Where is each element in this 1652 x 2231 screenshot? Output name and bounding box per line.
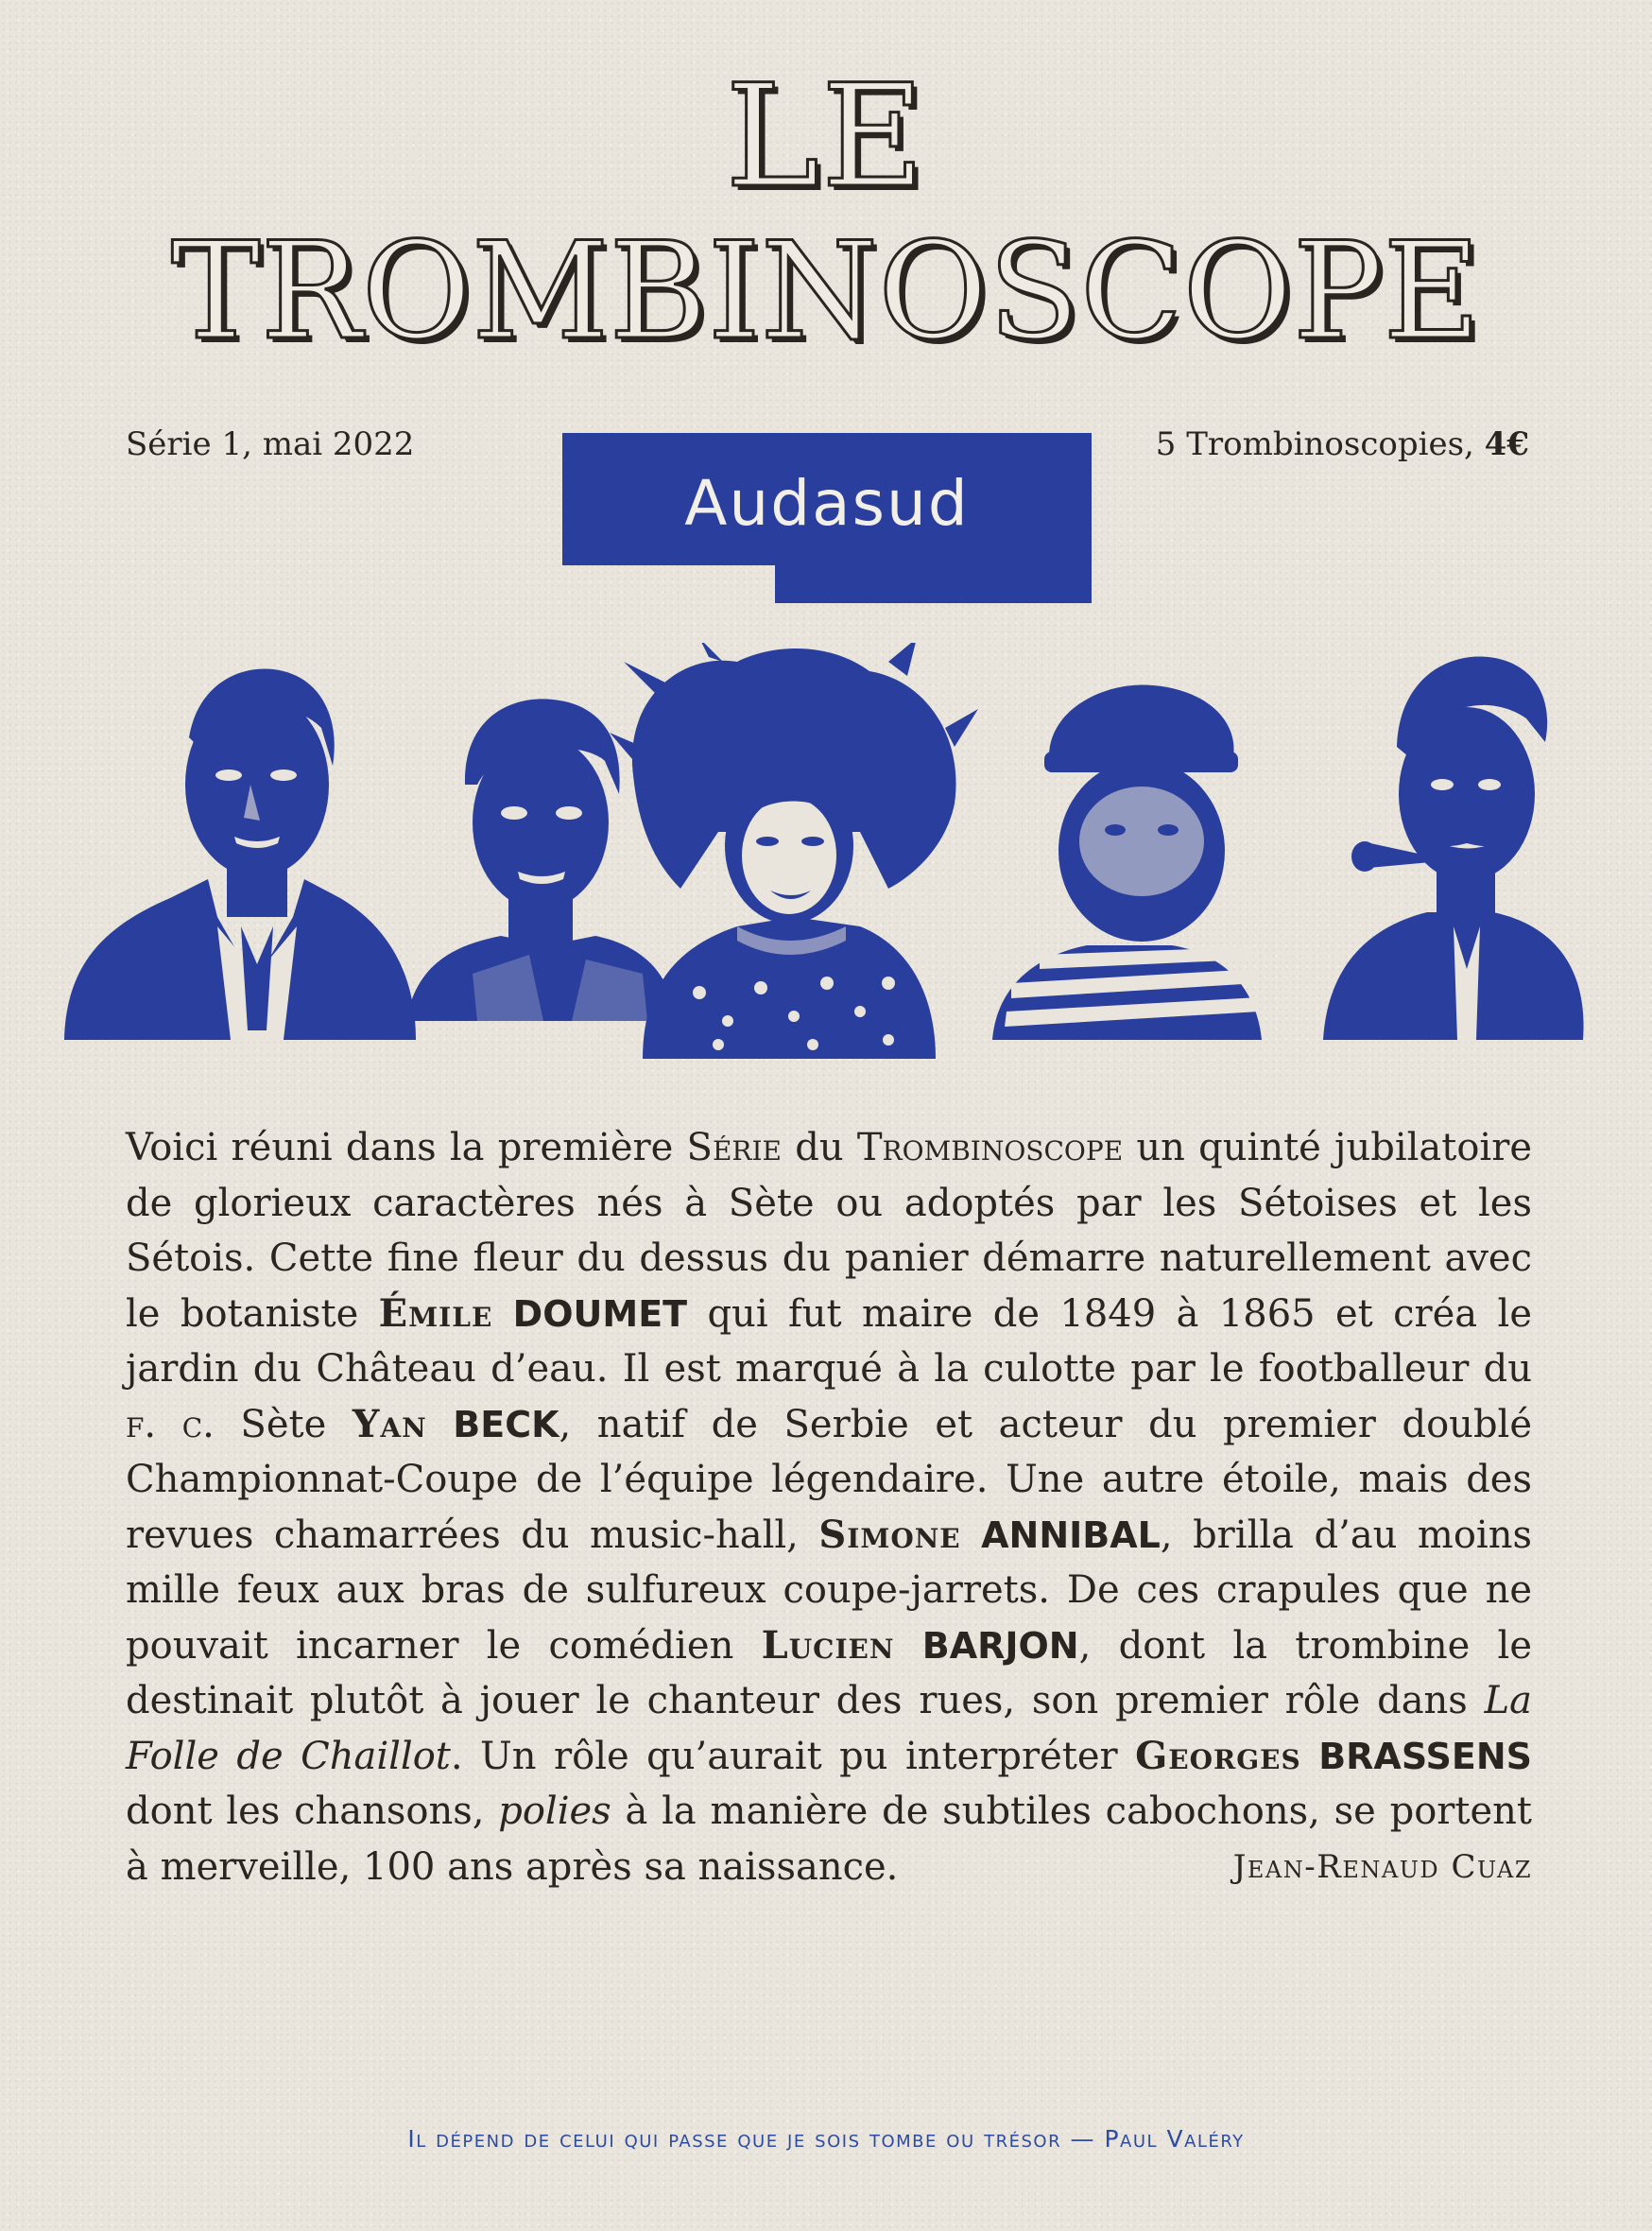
text-run: Sète xyxy=(214,1402,353,1446)
name-brassens: BRASSENS xyxy=(1318,1735,1532,1777)
name-doumet: DOUMET xyxy=(512,1292,688,1335)
name-georges: Georges xyxy=(1135,1733,1301,1778)
name-simone: Simone xyxy=(818,1512,961,1557)
title-line-1: LE xyxy=(725,55,927,219)
text-run: dont les chansons, xyxy=(126,1790,499,1833)
series-date: Série 1, mai 2022 xyxy=(126,425,415,463)
portrait-lucien-barjon xyxy=(992,684,1262,1040)
text-run: Voici réuni dans la première xyxy=(126,1126,687,1169)
text-run: du xyxy=(781,1126,857,1169)
footer-quote: Il dépend de celui qui passe que je sois tombe ou trésor — Paul Valéry xyxy=(407,2125,1245,2153)
portraits-row xyxy=(57,643,1588,1078)
name-barjon: BARJON xyxy=(921,1624,1079,1667)
text-run: , brilla d’au moins mille feux aux bras de sulfureux coupe-jarrets. De ces crapules que ne pouvait incarner le comédien xyxy=(126,1513,1532,1668)
film-title: La Folle de Chaillot xyxy=(126,1679,1532,1778)
text-run: . Un rôle qu’aurait pu interpréter xyxy=(450,1734,1136,1778)
text-run: , natif de Serbie et acteur du premier doublé Championnat-Coupe de l’équipe légendaire. Une autre étoile, mais des revues chamarrées du music-hall, xyxy=(126,1402,1533,1557)
issue-count: 5 Trombinoscopies, xyxy=(1155,425,1474,463)
text-run: , dont la trombine le destinait plutôt à jouer le chanteur des rues, son premier rôle dans xyxy=(126,1623,1532,1722)
issue-count-price xyxy=(1156,425,1529,463)
price: 4€ xyxy=(1484,425,1529,463)
name-yan: Yan xyxy=(352,1401,427,1446)
publisher-banner xyxy=(562,433,1092,603)
polies-word: polies xyxy=(498,1790,611,1833)
name-lucien: Lucien xyxy=(761,1622,895,1668)
portrait-simone-annibal xyxy=(610,643,978,1059)
name-annibal: ANNIBAL xyxy=(981,1513,1161,1556)
body-paragraph xyxy=(126,1120,1532,1894)
fc-abbr: f. c. xyxy=(126,1402,215,1446)
author-signature: Jean-Renaud Cuaz xyxy=(1232,1847,1532,1886)
name-beck: BECK xyxy=(453,1403,559,1445)
publisher-name: Audasud xyxy=(684,467,970,540)
portrait-georges-brassens xyxy=(1323,656,1584,1040)
name-emile: Émile xyxy=(378,1290,493,1336)
text-run: un quinté jubilatoire de glorieux caractères nés à Sète ou adoptés par les Sétoises et les Sétois. Cette fine fleur du dessus du panier démarre naturellement avec le botaniste xyxy=(126,1126,1533,1336)
series-term: Série xyxy=(686,1126,782,1169)
text-run: qui fut maire de 1849 à 1865 et créa le jardin du Château d’eau. Il est marqué à la culotte par le footballeur du xyxy=(126,1291,1532,1391)
title-line-2: TROMBINOSCOPE xyxy=(170,214,1482,370)
text-run: à la manière de subtiles cabochons, se portent à merveille, 100 ans après sa naissance. xyxy=(126,1790,1533,1889)
trombinoscope-term: Trombinoscope xyxy=(856,1126,1124,1169)
portrait-emile-doumet xyxy=(64,669,416,1040)
